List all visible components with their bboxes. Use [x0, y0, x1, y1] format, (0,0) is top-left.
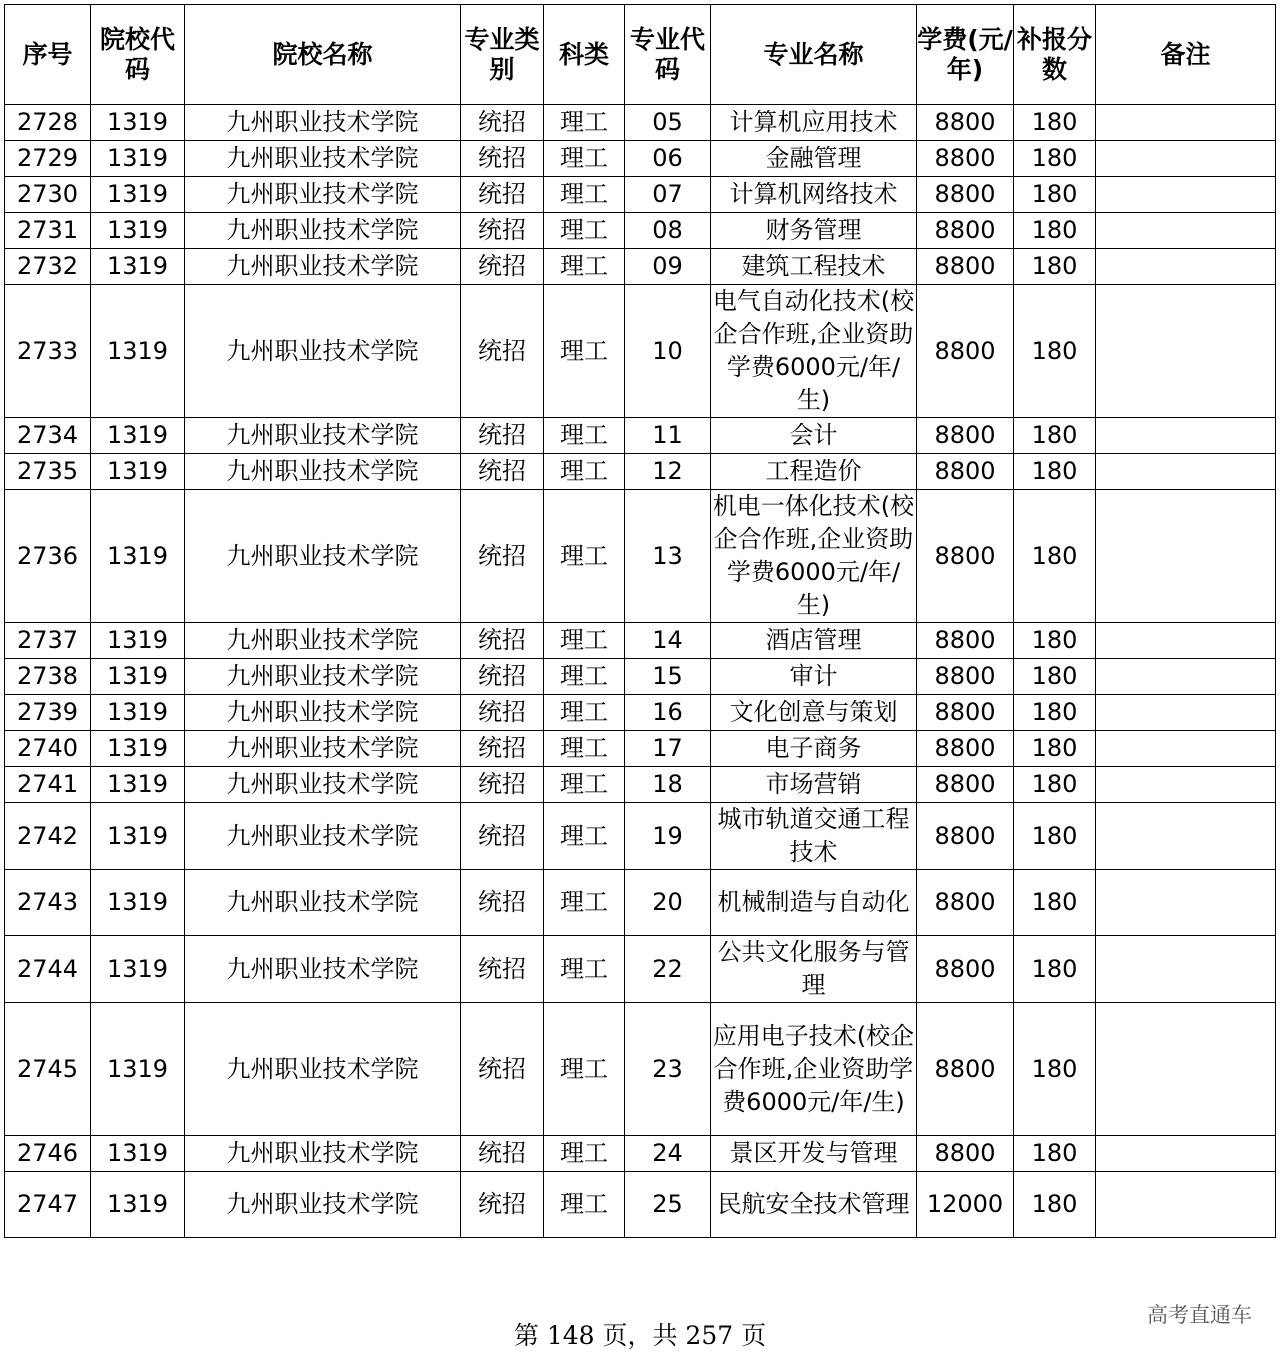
- cell-major: 民航安全技术管理: [711, 1172, 917, 1238]
- cell-seq: 2746: [5, 1136, 91, 1172]
- cell-category: 统招: [461, 454, 544, 490]
- cell-subject: 理工: [544, 213, 625, 249]
- cell-major: 机械制造与自动化: [711, 870, 917, 936]
- cell-subject: 理工: [544, 105, 625, 141]
- cell-major_code: 11: [625, 418, 711, 454]
- header-school: 院校名称: [185, 5, 461, 105]
- cell-score: 180: [1014, 105, 1096, 141]
- cell-major: 景区开发与管理: [711, 1136, 917, 1172]
- cell-remark: [1096, 623, 1276, 659]
- page-footer: 第 148 页，共 257 页: [513, 1321, 767, 1350]
- cell-remark: [1096, 1136, 1276, 1172]
- table-row: [5, 1172, 1276, 1238]
- cell-school: 九州职业技术学院: [185, 767, 461, 803]
- cell-seq: 2747: [5, 1172, 91, 1238]
- cell-code: 1319: [91, 141, 185, 177]
- cell-major: 电气自动化技术(校企合作班,企业资助学费6000元/年/生): [711, 285, 917, 418]
- cell-seq: 2729: [5, 141, 91, 177]
- cell-major_code: 17: [625, 731, 711, 767]
- cell-score: 180: [1014, 141, 1096, 177]
- cell-major: 财务管理: [711, 213, 917, 249]
- cell-code: 1319: [91, 418, 185, 454]
- cell-category: 统招: [461, 936, 544, 1003]
- table-row: [5, 659, 1276, 695]
- cell-school: 九州职业技术学院: [185, 418, 461, 454]
- cell-code: 1319: [91, 803, 185, 870]
- cell-fee: 8800: [917, 418, 1014, 454]
- cell-major_code: 16: [625, 695, 711, 731]
- table-row: [5, 731, 1276, 767]
- cell-score: 180: [1014, 1172, 1096, 1238]
- cell-fee: 8800: [917, 936, 1014, 1003]
- table-row: [5, 285, 1276, 418]
- table-row: [5, 490, 1276, 623]
- table-row: [5, 1003, 1276, 1136]
- cell-school: 九州职业技术学院: [185, 249, 461, 285]
- cell-code: 1319: [91, 1136, 185, 1172]
- cell-fee: 8800: [917, 623, 1014, 659]
- cell-major_code: 25: [625, 1172, 711, 1238]
- cell-code: 1319: [91, 1172, 185, 1238]
- cell-major: 文化创意与策划: [711, 695, 917, 731]
- cell-score: 180: [1014, 767, 1096, 803]
- cell-major: 城市轨道交通工程技术: [711, 803, 917, 870]
- cell-seq: 2730: [5, 177, 91, 213]
- cell-major_code: 09: [625, 249, 711, 285]
- cell-major_code: 07: [625, 177, 711, 213]
- table-row: [5, 695, 1276, 731]
- table-row: [5, 623, 1276, 659]
- cell-school: 九州职业技术学院: [185, 105, 461, 141]
- cell-school: 九州职业技术学院: [185, 623, 461, 659]
- cell-code: 1319: [91, 177, 185, 213]
- cell-remark: [1096, 1003, 1276, 1136]
- cell-school: 九州职业技术学院: [185, 936, 461, 1003]
- table-row: [5, 249, 1276, 285]
- cell-category: 统招: [461, 141, 544, 177]
- cell-category: 统招: [461, 213, 544, 249]
- cell-fee: 8800: [917, 659, 1014, 695]
- cell-major_code: 20: [625, 870, 711, 936]
- cell-code: 1319: [91, 249, 185, 285]
- cell-remark: [1096, 767, 1276, 803]
- cell-major: 酒店管理: [711, 623, 917, 659]
- cell-subject: 理工: [544, 870, 625, 936]
- cell-score: 180: [1014, 870, 1096, 936]
- cell-code: 1319: [91, 936, 185, 1003]
- cell-major_code: 10: [625, 285, 711, 418]
- cell-remark: [1096, 105, 1276, 141]
- cell-category: 统招: [461, 731, 544, 767]
- cell-seq: 2736: [5, 490, 91, 623]
- header-row: [5, 5, 1276, 105]
- cell-major_code: 05: [625, 105, 711, 141]
- cell-major: 工程造价: [711, 454, 917, 490]
- cell-code: 1319: [91, 285, 185, 418]
- cell-remark: [1096, 177, 1276, 213]
- cell-subject: 理工: [544, 285, 625, 418]
- cell-school: 九州职业技术学院: [185, 285, 461, 418]
- cell-subject: 理工: [544, 731, 625, 767]
- table-row: [5, 936, 1276, 1003]
- cell-school: 九州职业技术学院: [185, 1136, 461, 1172]
- cell-subject: 理工: [544, 659, 625, 695]
- cell-school: 九州职业技术学院: [185, 659, 461, 695]
- cell-fee: 8800: [917, 695, 1014, 731]
- table-row: [5, 803, 1276, 870]
- cell-major: 应用电子技术(校企合作班,企业资助学费6000元/年/生): [711, 1003, 917, 1136]
- cell-remark: [1096, 1172, 1276, 1238]
- cell-subject: 理工: [544, 490, 625, 623]
- cell-seq: 2732: [5, 249, 91, 285]
- cell-remark: [1096, 141, 1276, 177]
- cell-score: 180: [1014, 1136, 1096, 1172]
- cell-remark: [1096, 731, 1276, 767]
- cell-school: 九州职业技术学院: [185, 490, 461, 623]
- cell-score: 180: [1014, 936, 1096, 1003]
- cell-fee: 8800: [917, 213, 1014, 249]
- cell-category: 统招: [461, 659, 544, 695]
- cell-score: 180: [1014, 731, 1096, 767]
- cell-subject: 理工: [544, 803, 625, 870]
- cell-subject: 理工: [544, 1136, 625, 1172]
- cell-major: 公共文化服务与管理: [711, 936, 917, 1003]
- cell-fee: 12000: [917, 1172, 1014, 1238]
- cell-remark: [1096, 454, 1276, 490]
- cell-score: 180: [1014, 623, 1096, 659]
- cell-seq: 2735: [5, 454, 91, 490]
- admissions-table: [4, 4, 1276, 1238]
- cell-major: 计算机应用技术: [711, 105, 917, 141]
- cell-score: 180: [1014, 418, 1096, 454]
- cell-score: 180: [1014, 1003, 1096, 1136]
- header-major_code: 专业代码: [625, 5, 711, 105]
- cell-code: 1319: [91, 454, 185, 490]
- cell-subject: 理工: [544, 1003, 625, 1136]
- cell-remark: [1096, 936, 1276, 1003]
- cell-subject: 理工: [544, 695, 625, 731]
- cell-subject: 理工: [544, 767, 625, 803]
- cell-category: 统招: [461, 870, 544, 936]
- cell-major_code: 23: [625, 1003, 711, 1136]
- cell-major_code: 19: [625, 803, 711, 870]
- table-row: [5, 105, 1276, 141]
- cell-seq: 2741: [5, 767, 91, 803]
- header-subject: 科类: [544, 5, 625, 105]
- cell-category: 统招: [461, 1172, 544, 1238]
- cell-score: 180: [1014, 490, 1096, 623]
- table-row: [5, 418, 1276, 454]
- cell-code: 1319: [91, 731, 185, 767]
- cell-major: 机电一体化技术(校企合作班,企业资助学费6000元/年/生): [711, 490, 917, 623]
- cell-fee: 8800: [917, 870, 1014, 936]
- cell-school: 九州职业技术学院: [185, 870, 461, 936]
- cell-major_code: 13: [625, 490, 711, 623]
- cell-code: 1319: [91, 659, 185, 695]
- cell-major_code: 15: [625, 659, 711, 695]
- cell-remark: [1096, 803, 1276, 870]
- cell-subject: 理工: [544, 623, 625, 659]
- cell-seq: 2738: [5, 659, 91, 695]
- cell-score: 180: [1014, 213, 1096, 249]
- cell-major: 市场营销: [711, 767, 917, 803]
- cell-major: 电子商务: [711, 731, 917, 767]
- cell-seq: 2740: [5, 731, 91, 767]
- cell-category: 统招: [461, 1003, 544, 1136]
- cell-school: 九州职业技术学院: [185, 141, 461, 177]
- cell-major_code: 24: [625, 1136, 711, 1172]
- cell-code: 1319: [91, 870, 185, 936]
- cell-major: 建筑工程技术: [711, 249, 917, 285]
- cell-major: 金融管理: [711, 141, 917, 177]
- cell-school: 九州职业技术学院: [185, 731, 461, 767]
- cell-major: 计算机网络技术: [711, 177, 917, 213]
- cell-subject: 理工: [544, 936, 625, 1003]
- cell-fee: 8800: [917, 141, 1014, 177]
- cell-major_code: 08: [625, 213, 711, 249]
- cell-category: 统招: [461, 177, 544, 213]
- cell-category: 统招: [461, 1136, 544, 1172]
- cell-subject: 理工: [544, 418, 625, 454]
- cell-fee: 8800: [917, 177, 1014, 213]
- cell-remark: [1096, 418, 1276, 454]
- cell-score: 180: [1014, 454, 1096, 490]
- cell-remark: [1096, 213, 1276, 249]
- cell-school: 九州职业技术学院: [185, 454, 461, 490]
- cell-subject: 理工: [544, 141, 625, 177]
- header-code: 院校代码: [91, 5, 185, 105]
- table-row: [5, 1136, 1276, 1172]
- cell-major_code: 12: [625, 454, 711, 490]
- cell-remark: [1096, 490, 1276, 623]
- watermark: 高考直通车: [1147, 1303, 1252, 1327]
- cell-major_code: 18: [625, 767, 711, 803]
- header-seq: 序号: [5, 5, 91, 105]
- cell-school: 九州职业技术学院: [185, 1003, 461, 1136]
- cell-seq: 2739: [5, 695, 91, 731]
- cell-category: 统招: [461, 105, 544, 141]
- cell-seq: 2731: [5, 213, 91, 249]
- cell-code: 1319: [91, 490, 185, 623]
- table-row: [5, 870, 1276, 936]
- cell-score: 180: [1014, 285, 1096, 418]
- table-row: [5, 454, 1276, 490]
- table-row: [5, 213, 1276, 249]
- cell-code: 1319: [91, 695, 185, 731]
- cell-category: 统招: [461, 249, 544, 285]
- cell-score: 180: [1014, 249, 1096, 285]
- table-body: [5, 105, 1276, 1238]
- cell-major: 审计: [711, 659, 917, 695]
- cell-remark: [1096, 285, 1276, 418]
- cell-code: 1319: [91, 1003, 185, 1136]
- cell-seq: 2745: [5, 1003, 91, 1136]
- cell-score: 180: [1014, 695, 1096, 731]
- cell-code: 1319: [91, 767, 185, 803]
- header-score: 补报分数: [1014, 5, 1096, 105]
- cell-remark: [1096, 695, 1276, 731]
- cell-code: 1319: [91, 623, 185, 659]
- cell-major_code: 06: [625, 141, 711, 177]
- cell-seq: 2744: [5, 936, 91, 1003]
- table-row: [5, 767, 1276, 803]
- cell-category: 统招: [461, 418, 544, 454]
- cell-fee: 8800: [917, 767, 1014, 803]
- cell-seq: 2734: [5, 418, 91, 454]
- cell-school: 九州职业技术学院: [185, 803, 461, 870]
- header-major: 专业名称: [711, 5, 917, 105]
- cell-fee: 8800: [917, 249, 1014, 285]
- cell-fee: 8800: [917, 731, 1014, 767]
- cell-category: 统招: [461, 767, 544, 803]
- cell-major: 会计: [711, 418, 917, 454]
- cell-school: 九州职业技术学院: [185, 177, 461, 213]
- cell-score: 180: [1014, 659, 1096, 695]
- cell-category: 统招: [461, 623, 544, 659]
- cell-seq: 2728: [5, 105, 91, 141]
- cell-major_code: 22: [625, 936, 711, 1003]
- cell-major_code: 14: [625, 623, 711, 659]
- cell-score: 180: [1014, 803, 1096, 870]
- cell-seq: 2737: [5, 623, 91, 659]
- cell-remark: [1096, 659, 1276, 695]
- cell-fee: 8800: [917, 454, 1014, 490]
- cell-fee: 8800: [917, 285, 1014, 418]
- cell-seq: 2733: [5, 285, 91, 418]
- cell-category: 统招: [461, 490, 544, 623]
- cell-school: 九州职业技术学院: [185, 213, 461, 249]
- header-category: 专业类别: [461, 5, 544, 105]
- cell-remark: [1096, 249, 1276, 285]
- cell-fee: 8800: [917, 490, 1014, 623]
- cell-fee: 8800: [917, 803, 1014, 870]
- cell-seq: 2743: [5, 870, 91, 936]
- header-fee: 学费(元/年): [917, 5, 1014, 105]
- header-remark: 备注: [1096, 5, 1276, 105]
- cell-code: 1319: [91, 105, 185, 141]
- cell-subject: 理工: [544, 177, 625, 213]
- table-row: [5, 177, 1276, 213]
- cell-category: 统招: [461, 285, 544, 418]
- table-row: [5, 141, 1276, 177]
- cell-code: 1319: [91, 213, 185, 249]
- cell-subject: 理工: [544, 1172, 625, 1238]
- cell-subject: 理工: [544, 249, 625, 285]
- cell-fee: 8800: [917, 105, 1014, 141]
- cell-category: 统招: [461, 803, 544, 870]
- cell-subject: 理工: [544, 454, 625, 490]
- cell-seq: 2742: [5, 803, 91, 870]
- cell-remark: [1096, 870, 1276, 936]
- cell-score: 180: [1014, 177, 1096, 213]
- cell-fee: 8800: [917, 1003, 1014, 1136]
- cell-fee: 8800: [917, 1136, 1014, 1172]
- cell-school: 九州职业技术学院: [185, 1172, 461, 1238]
- cell-category: 统招: [461, 695, 544, 731]
- cell-school: 九州职业技术学院: [185, 695, 461, 731]
